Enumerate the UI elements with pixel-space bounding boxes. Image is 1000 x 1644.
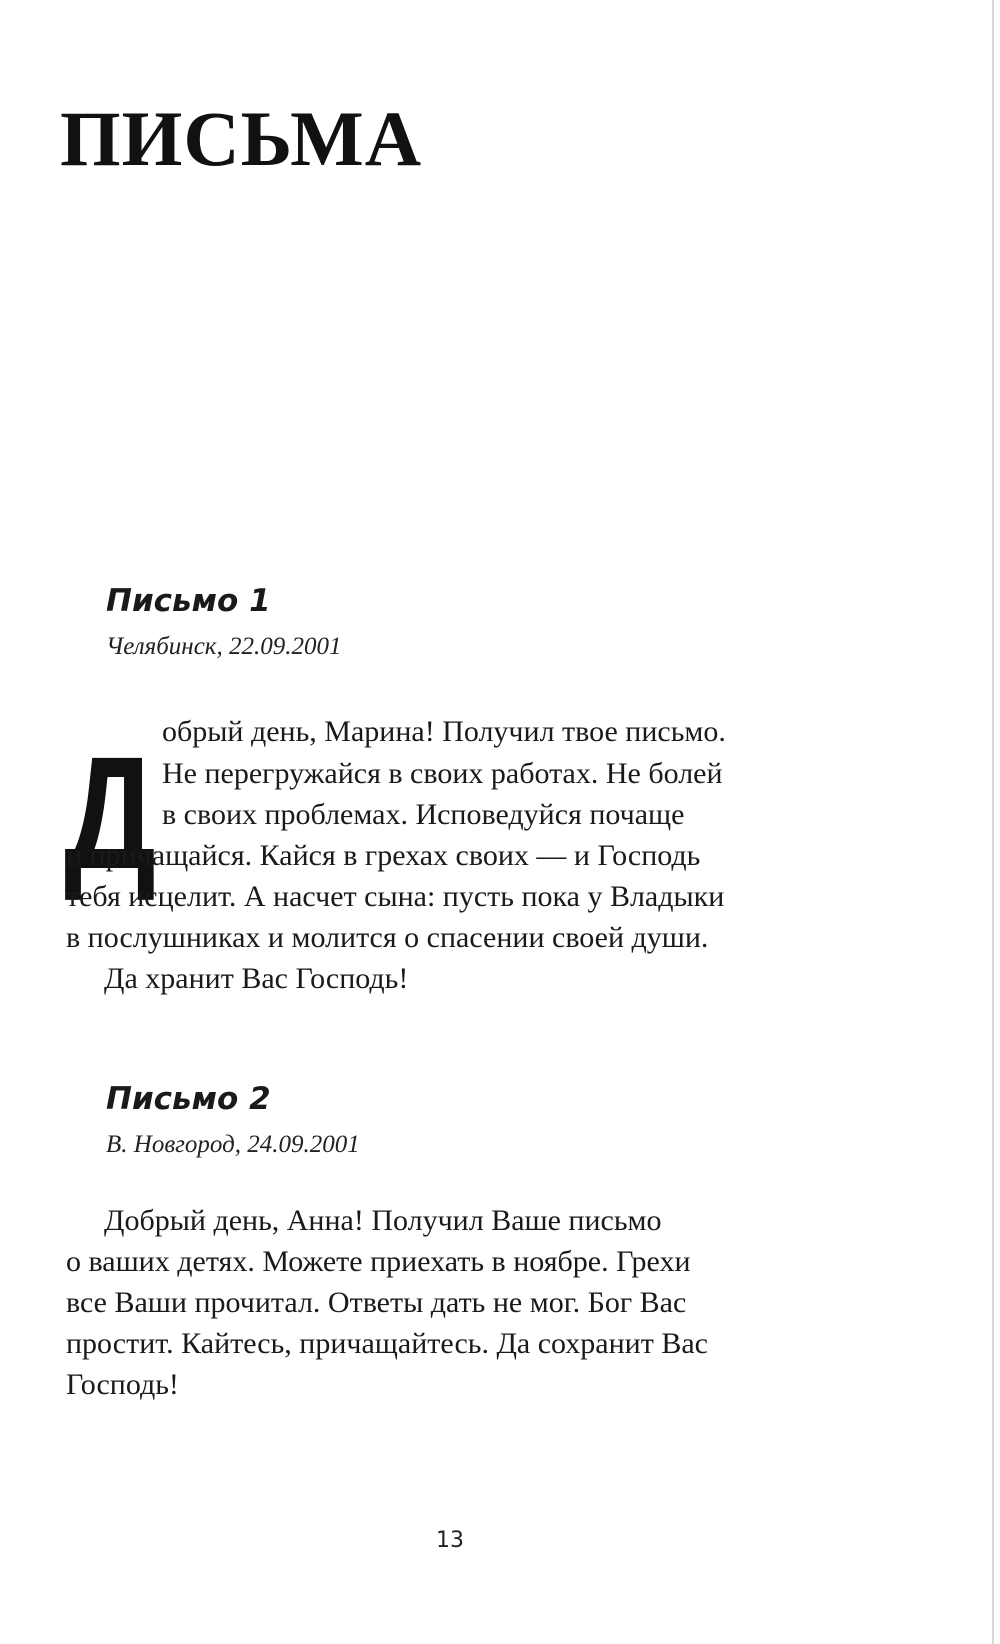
page-edge	[992, 0, 994, 1644]
letter-1-line-3: в своих проблемах. Исповедуйся почаще	[162, 798, 685, 831]
letter-2-line-4: простит. Кайтесь, причащайтесь. Да сохранит Вас	[66, 1327, 708, 1360]
letter-2-line-1: Добрый день, Анна! Получил Ваше письмо	[104, 1204, 662, 1237]
letter-1-line-6: в послушниках и молится о спасении своей души.	[66, 921, 709, 954]
letter-1-line-2: Не перегружайся в своих работах. Не болей	[162, 757, 723, 790]
letter-2-line-5: Господь!	[66, 1368, 179, 1401]
letter-1-line-4: и причащайся. Кайся в грехах своих — и Господь	[66, 839, 701, 872]
letter-2-line-3: все Ваши прочитал. Ответы дать не мог. Бог Вас	[66, 1286, 687, 1319]
letter-1-place-date: Челябинск, 22.09.2001	[106, 633, 342, 660]
letter-1-dropcap-letter: Д	[64, 723, 156, 902]
letter-1-line-1: обрый день, Марина! Получил твое письмо.	[162, 715, 726, 748]
letter-2-heading: Письмо 2	[106, 1081, 271, 1117]
letter-1-line-7: Да хранит Вас Господь!	[104, 962, 409, 995]
letter-2-line-2: о ваших детях. Можете приехать в ноябре. Грехи	[66, 1245, 691, 1278]
letter-1-heading: Письмо 1	[106, 583, 271, 619]
letter-2-place-date: В. Новгород, 24.09.2001	[106, 1131, 360, 1158]
chapter-title: ПИСЬМА	[60, 95, 423, 182]
letter-1-line-5: тебя исцелит. А насчет сына: пусть пока у Владыки	[66, 880, 725, 913]
page-number: 13	[436, 1528, 464, 1553]
